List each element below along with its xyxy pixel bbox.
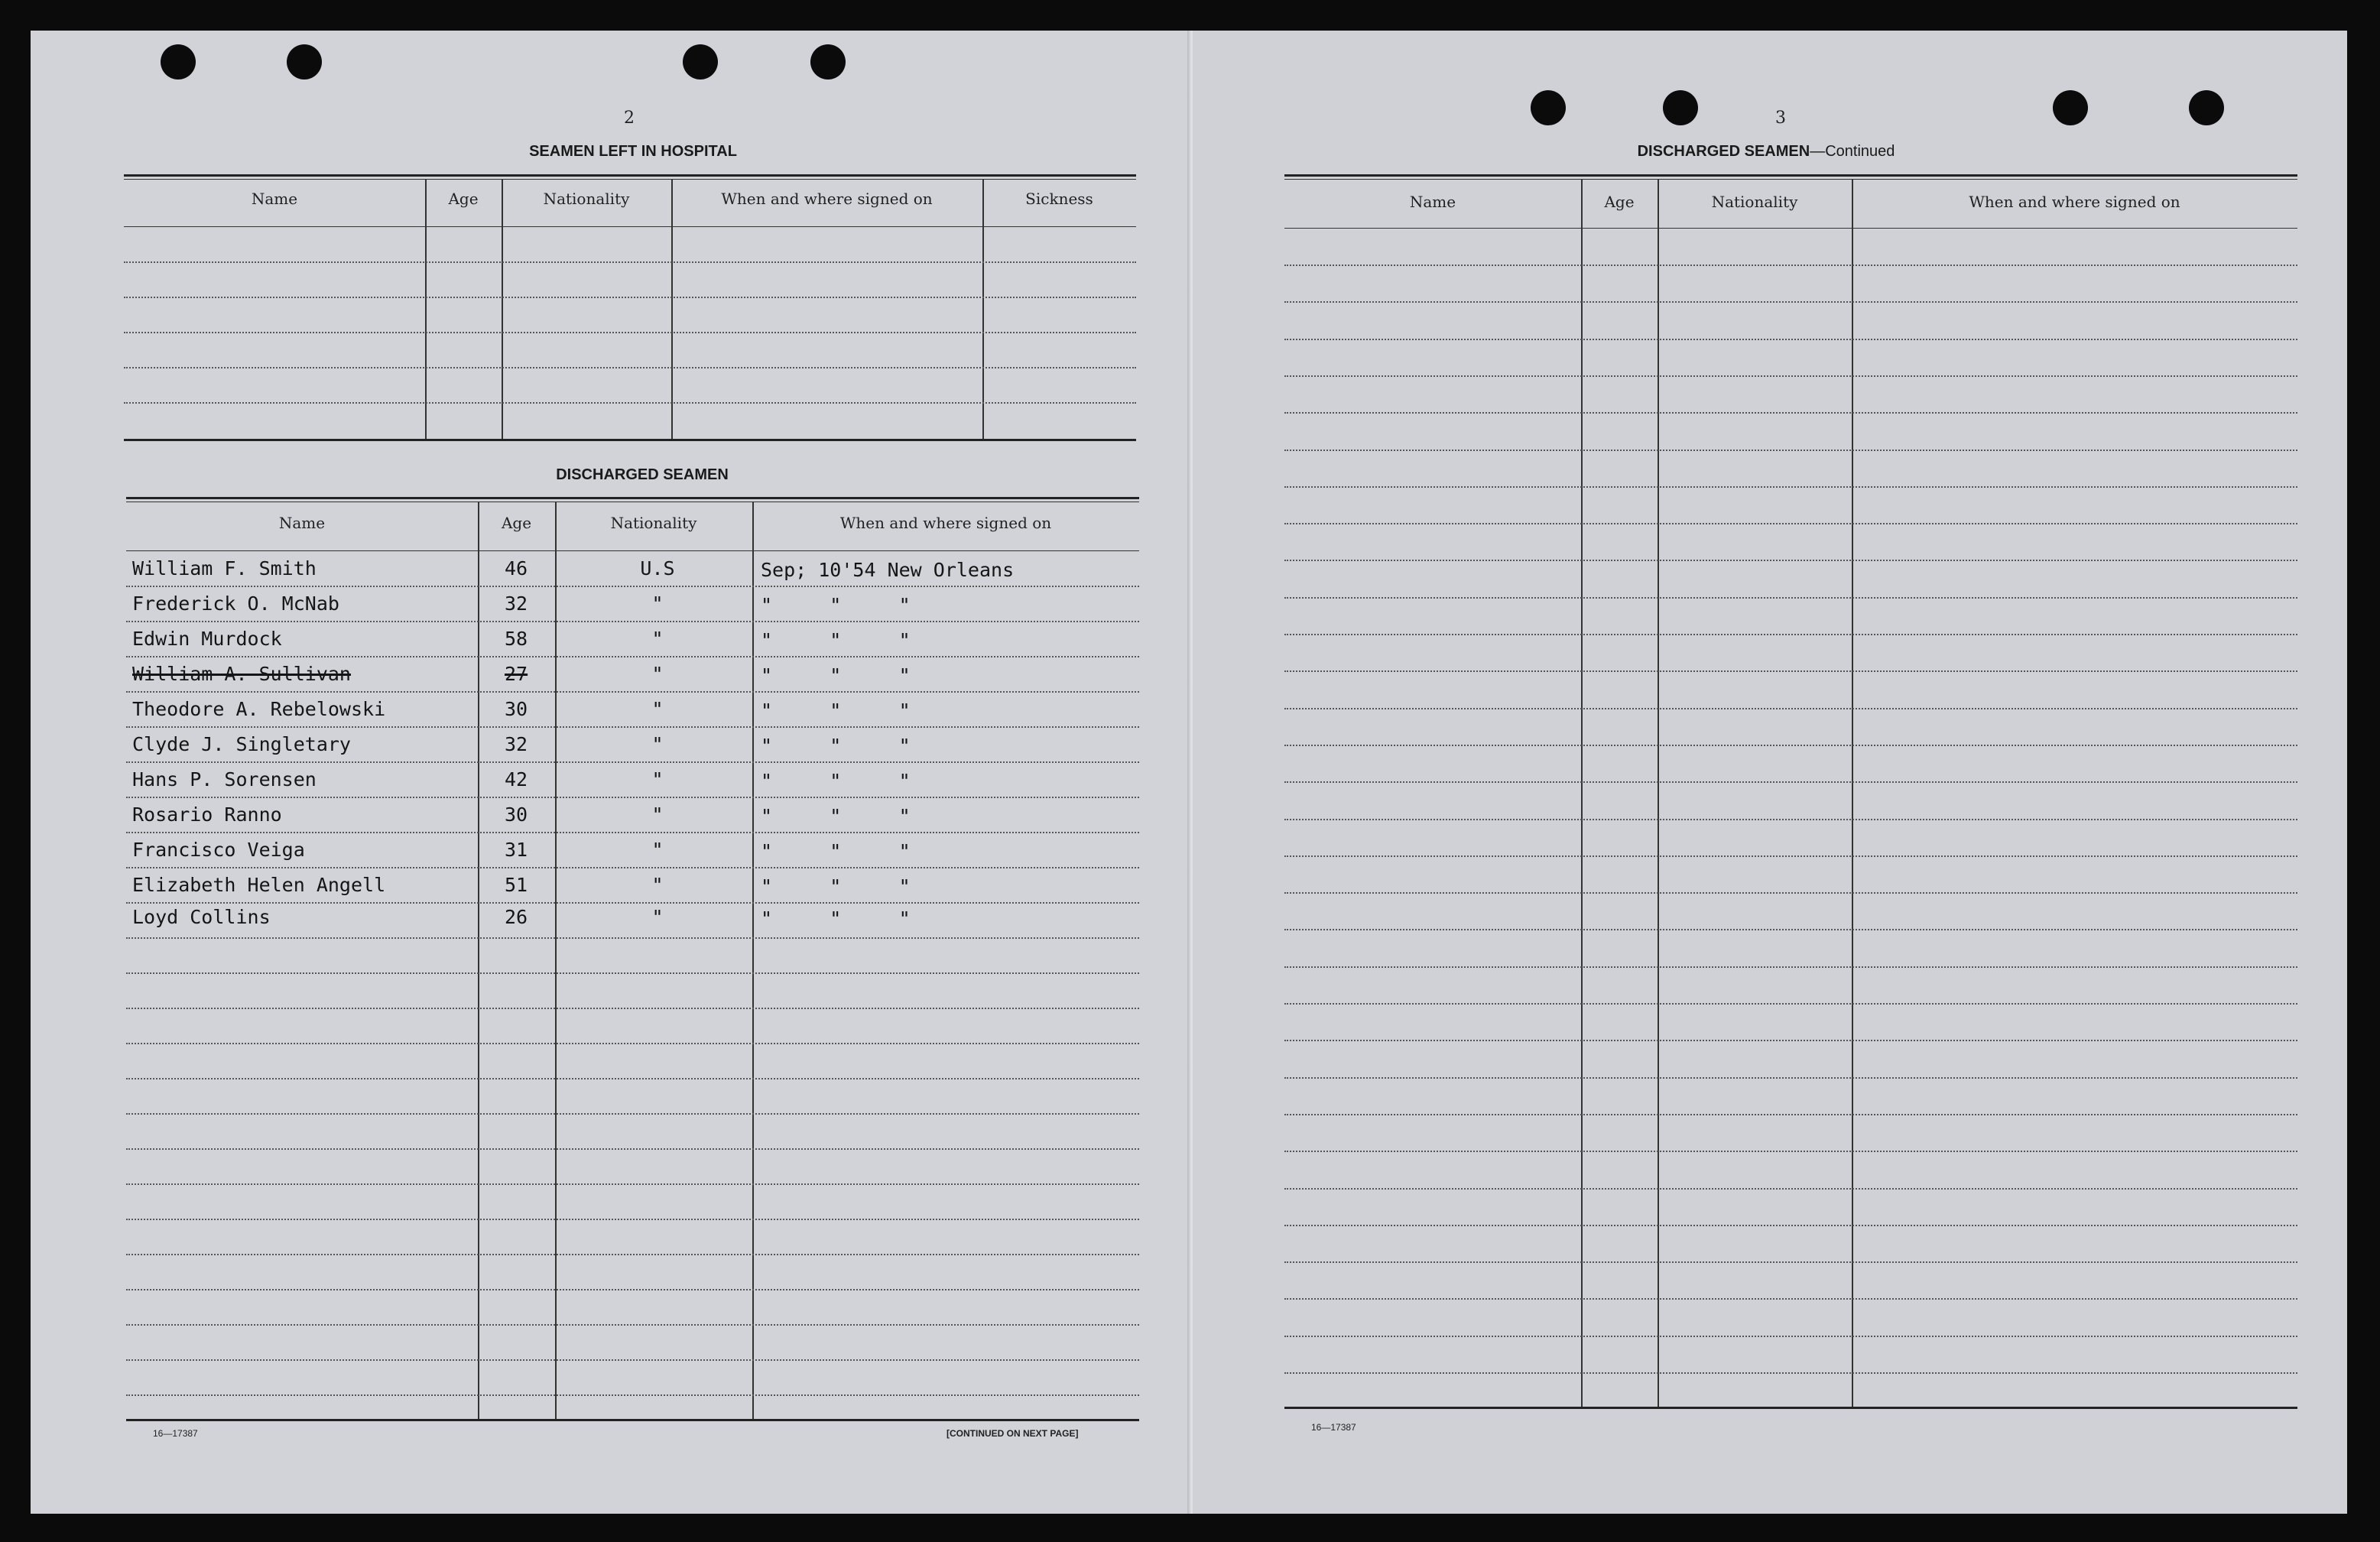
page-number: 3 (1775, 109, 1786, 128)
seaman-signed-on: " " " (761, 770, 911, 792)
row-rule (1284, 929, 2297, 930)
seaman-age: 46 (505, 557, 528, 579)
seaman-name: Clyde J. Singletary (132, 733, 351, 755)
row-rule (1284, 855, 2297, 857)
row-rule (1284, 1003, 2297, 1005)
form-number: 16—17387 (153, 1428, 198, 1439)
row-rule (1284, 670, 2297, 672)
seaman-nationality: " (651, 733, 664, 755)
row-rule (126, 1183, 1139, 1185)
discharged-section-title: DISCHARGED SEAMEN (556, 466, 729, 483)
row-rule (1284, 1040, 2297, 1041)
continued-title-main: DISCHARGED SEAMEN (1637, 143, 1810, 160)
column-header: Nationality (610, 514, 697, 532)
row-rule (1284, 1114, 2297, 1115)
row-rule (126, 1359, 1139, 1361)
table-top-rule-thin (124, 179, 1136, 180)
row-rule (1284, 339, 2297, 340)
column-header: Name (251, 190, 298, 208)
column-header: Nationality (543, 190, 630, 208)
column-header: When and where signed on (721, 190, 933, 208)
row-rule (126, 937, 1139, 939)
row-rule (126, 656, 1139, 657)
continued-section-title (1638, 143, 1895, 161)
column-divider (752, 502, 754, 1419)
table-top-rule (1284, 174, 2297, 177)
column-divider (478, 502, 479, 1419)
seaman-age: 26 (505, 906, 528, 928)
row-rule (1284, 1261, 2297, 1263)
row-rule (1284, 486, 2297, 488)
seaman-age: 32 (505, 592, 528, 615)
form-number: 16—17387 (1311, 1422, 1356, 1433)
row-rule (1284, 1151, 2297, 1152)
seaman-name: William A. Sullivan (132, 663, 351, 685)
row-rule (1284, 560, 2297, 561)
seaman-name: Elizabeth Helen Angell (132, 874, 386, 896)
row-rule (126, 1219, 1139, 1220)
column-divider (1581, 179, 1583, 1407)
seaman-signed-on: " " " (761, 907, 911, 930)
row-rule (1284, 745, 2297, 746)
column-header: Name (1409, 193, 1456, 211)
seaman-signed-on: " " " (761, 805, 911, 827)
row-rule (126, 1394, 1139, 1396)
seaman-signed-on: " " " (761, 629, 911, 651)
row-rule (1284, 1188, 2297, 1190)
seaman-signed-on: " " " (761, 875, 911, 898)
row-rule (124, 297, 1136, 298)
hospital-section-title: SEAMEN LEFT IN HOSPITAL (529, 143, 737, 160)
table-bottom-rule (126, 1419, 1139, 1421)
seaman-nationality: " (651, 803, 664, 826)
row-rule (126, 972, 1139, 974)
row-rule (126, 1113, 1139, 1115)
seaman-signed-on: " " " (761, 840, 911, 862)
row-rule (126, 797, 1139, 798)
row-rule (124, 261, 1136, 263)
table-bottom-rule (1284, 1407, 2297, 1409)
row-rule (126, 832, 1139, 833)
row-rule (124, 332, 1136, 333)
continued-note: [CONTINUED ON NEXT PAGE] (946, 1428, 1079, 1439)
row-rule (126, 1008, 1139, 1009)
column-header: When and where signed on (839, 514, 1052, 532)
right-page (1193, 31, 2347, 1514)
punch-hole (810, 44, 846, 80)
column-header: Sickness (1025, 190, 1093, 208)
column-header: Age (448, 190, 479, 208)
row-rule (124, 367, 1136, 368)
header-rule (124, 226, 1136, 227)
seaman-age: 27 (505, 663, 528, 685)
column-header: Age (1604, 193, 1635, 211)
seaman-nationality: " (651, 768, 664, 790)
row-rule (1284, 708, 2297, 709)
row-rule (126, 726, 1139, 728)
row-rule (1284, 892, 2297, 894)
row-rule (1284, 265, 2297, 266)
seaman-signed-on: Sep; 10'54 New Orleans (761, 559, 1015, 581)
row-rule (126, 1043, 1139, 1044)
seaman-age: 30 (505, 698, 528, 720)
column-divider (502, 179, 503, 439)
seaman-name: Hans P. Sorensen (132, 768, 317, 790)
header-rule (126, 550, 1139, 551)
row-rule (1284, 1225, 2297, 1226)
seaman-name: Frederick O. McNab (132, 592, 339, 615)
seaman-nationality: " (651, 628, 664, 650)
row-rule (1284, 412, 2297, 414)
row-rule (1284, 781, 2297, 783)
header-rule (1284, 228, 2297, 229)
column-divider (555, 502, 557, 1419)
seaman-name: Edwin Murdock (132, 628, 282, 650)
table-top-rule (124, 174, 1136, 177)
seaman-signed-on: " " " (761, 700, 911, 722)
column-divider (982, 179, 984, 439)
row-rule (126, 691, 1139, 693)
row-rule (124, 402, 1136, 404)
punch-hole (161, 44, 196, 80)
row-rule (126, 1078, 1139, 1079)
punch-hole (287, 44, 322, 80)
row-rule (1284, 1298, 2297, 1300)
punch-hole (1531, 90, 1566, 125)
row-rule (126, 586, 1139, 587)
seaman-nationality: " (651, 663, 664, 685)
page-number: 2 (624, 109, 635, 128)
seaman-nationality: U.S (640, 557, 675, 579)
row-rule (1284, 1077, 2297, 1079)
seaman-name: Francisco Veiga (132, 839, 305, 861)
row-rule (126, 621, 1139, 622)
seaman-age: 51 (505, 874, 528, 896)
row-rule (126, 1148, 1139, 1150)
column-header: Nationality (1711, 193, 1798, 211)
row-rule (1284, 450, 2297, 451)
punch-hole (2189, 90, 2224, 125)
seaman-age: 30 (505, 803, 528, 826)
row-rule (1284, 1372, 2297, 1374)
row-rule (126, 1254, 1139, 1255)
seaman-name: Theodore A. Rebelowski (132, 698, 386, 720)
row-rule (1284, 375, 2297, 377)
row-rule (126, 1324, 1139, 1326)
row-rule (126, 867, 1139, 868)
seaman-nationality: " (651, 906, 664, 928)
seaman-name: William F. Smith (132, 557, 317, 579)
row-rule (126, 761, 1139, 763)
seaman-signed-on: " " " (761, 735, 911, 757)
seaman-age: 31 (505, 839, 528, 861)
row-rule (1284, 634, 2297, 635)
seaman-nationality: " (651, 874, 664, 896)
column-header: Age (501, 514, 532, 532)
column-divider (425, 179, 427, 439)
column-header: Name (278, 514, 326, 532)
seaman-nationality: " (651, 839, 664, 861)
column-divider (1852, 179, 1853, 1407)
table-bottom-rule (124, 439, 1136, 441)
row-rule (1284, 819, 2297, 820)
row-rule (1284, 301, 2297, 303)
punch-hole (1663, 90, 1698, 125)
column-divider (1658, 179, 1659, 1407)
row-rule (1284, 1336, 2297, 1337)
seaman-age: 32 (505, 733, 528, 755)
column-divider (671, 179, 673, 439)
table-top-rule (126, 497, 1139, 499)
seaman-age: 42 (505, 768, 528, 790)
row-rule (1284, 523, 2297, 524)
continued-title-suffix: —Continued (1810, 143, 1895, 160)
punch-hole (2053, 90, 2088, 125)
table-top-rule-thin (1284, 179, 2297, 180)
seaman-age: 58 (505, 628, 528, 650)
row-rule (1284, 597, 2297, 599)
row-rule (1284, 966, 2297, 968)
seaman-signed-on: " " " (761, 664, 911, 687)
seaman-name: Rosario Ranno (132, 803, 282, 826)
seaman-signed-on: " " " (761, 594, 911, 616)
row-rule (126, 1289, 1139, 1290)
seaman-nationality: " (651, 698, 664, 720)
column-header: When and where signed on (1969, 193, 2180, 211)
punch-hole (683, 44, 718, 80)
seaman-nationality: " (651, 592, 664, 615)
row-rule (126, 902, 1139, 904)
left-page (31, 31, 1193, 1514)
seaman-name: Loyd Collins (132, 906, 271, 928)
